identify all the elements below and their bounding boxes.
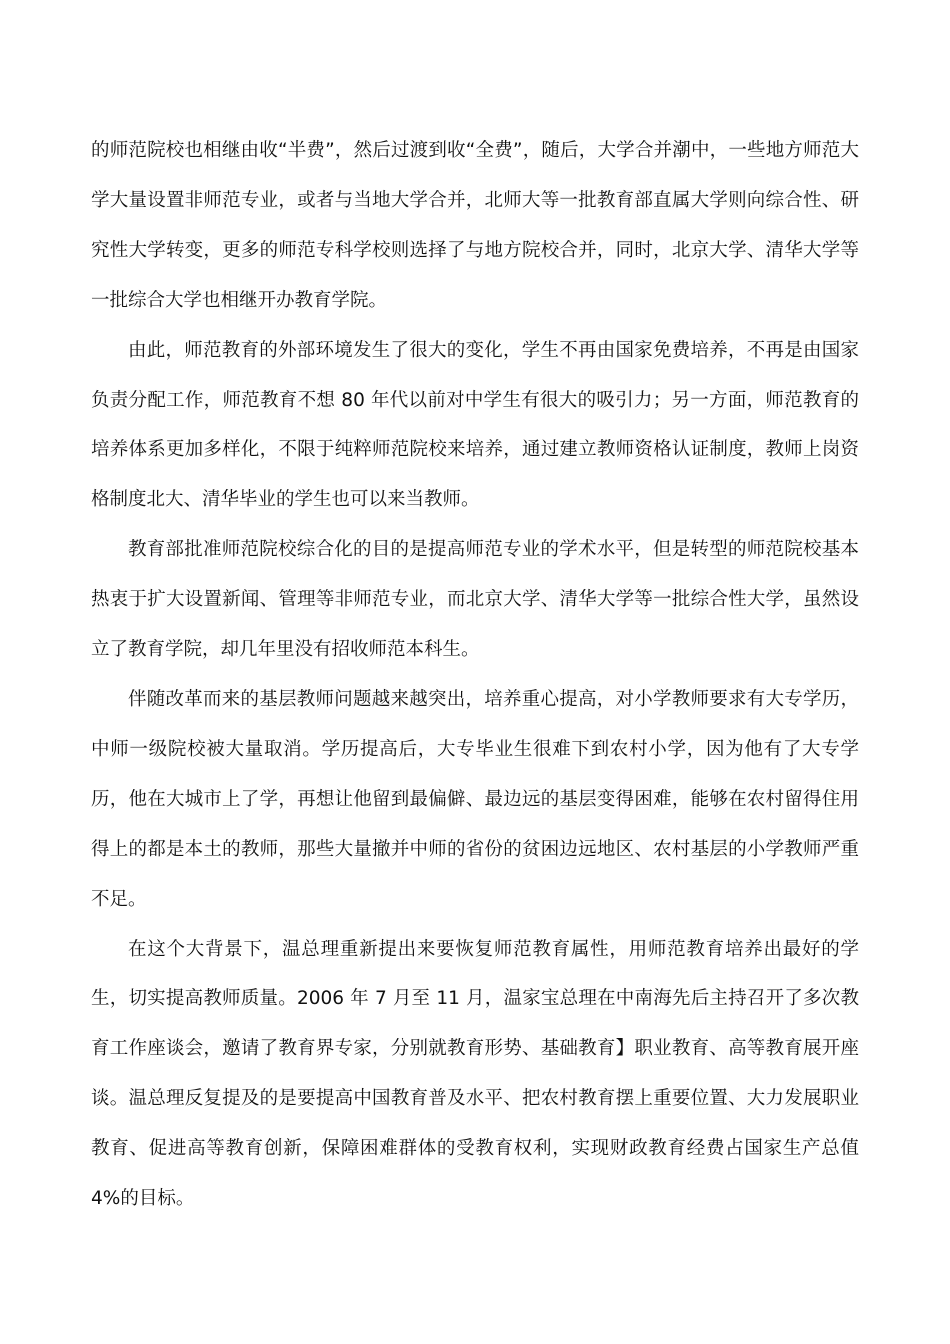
paragraph-1: 的师范院校也相继由收“半费”，然后过渡到收“全费”，随后，大学合并潮中，一些地方师范大学大量设置非师范专业，或者与当地大学合并，北师大等一批教育部直属大学则向综合性、研究性大学转变，更多的师范专科学校则选择了与地方院校合并，同时，北京大学、清华大学等一批综合大学也相继开办教育学院。 (91, 140, 859, 311)
paragraph-2: 由此，师范教育的外部环境发生了很大的变化，学生不再由国家免费培养，不再是由国家负责分配工作，师范教育不想 80 年代以前对中学生有很大的吸引力；另一方面，师范教育的培养体系更加多样化，不限于纯粹师范院校来培养，通过建立教师资格认证制度，教师上岗资格制度北大、清华毕业的学生也可以来当教师。 (91, 339, 859, 511)
paragraph-4: 伴随改革而来的基层教师问题越来越突出，培养重心提高，对小学教师要求有大专学历，中师一级院校被大量取消。学历提高后，大专毕业生很难下到农村小学，因为他有了大专学历，他在大城市上了学，再想让他留到最偏僻、最边远的基层变得困难，能够在农村留得住用得上的都是本土的教师，那些大量撤并中师的省份的贫困边远地区、农村基层的小学教师严重不足。 (91, 688, 859, 910)
paragraph-3: 教育部批准师范院校综合化的目的是提高师范专业的学术水平，但是转型的师范院校基本热衷于扩大设置新闻、管理等非师范专业，而北京大学、清华大学等一批综合性大学，虽然设立了教育学院，却几年里没有招收师范本科生。 (91, 539, 859, 661)
document-body (91, 126, 859, 1224)
paragraph-5: 在这个大背景下，温总理重新提出来要恢复师范教育属性，用师范教育培养出最好的学生，切实提高教师质量。2006 年 7 月至 11 月，温家宝总理在中南海先后主持召开了多次教育工作座谈会，邀请了教育界专家，分别就教育形势、基础教育】职业教育、高等教育展开座谈。温总理反复提及的是要提高中国教育普及水平、把农村教育摆上重要位置、大力发展职业教育、促进高等教育创新，保障困难群体的受教育权利，实现财政教育经费占国家生产总值 4%的目标。 (91, 938, 859, 1210)
